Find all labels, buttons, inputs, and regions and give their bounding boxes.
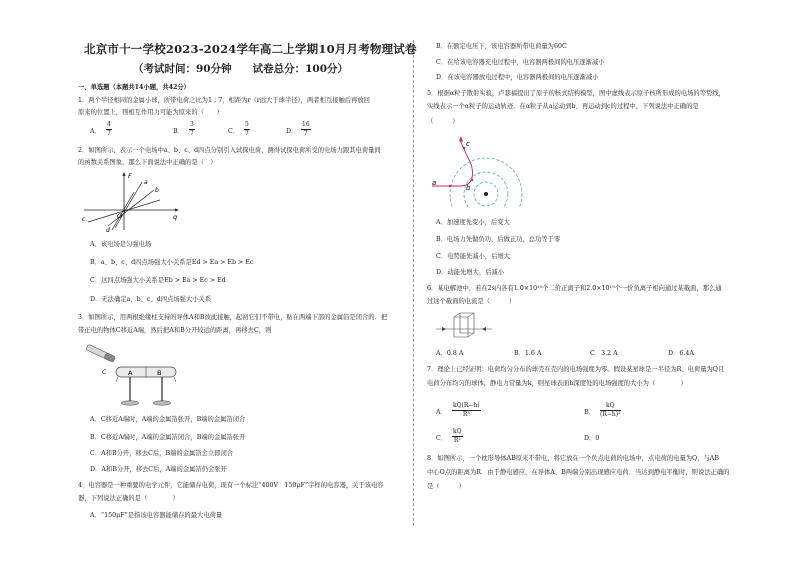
q7-option-c-label: C． [436, 435, 448, 442]
q5-line2: 实线表示一个α粒子的运动轨迹．在α粒子从a运动到b、再运动到c的过程中，下列说法中正确的是 [427, 103, 699, 110]
foil-a [116, 377, 118, 382]
edge-3 [468, 333, 474, 337]
q6-line1: 6．某电解池中，若在2s内各有1.0×10¹⁹个二价正离子和2.0×10¹⁹个一价负离子相向通过某截面，那么通 [427, 285, 722, 292]
base-a [121, 401, 139, 405]
label-A: A [128, 369, 133, 377]
q-axis-arrow [175, 209, 179, 212]
edge-1 [454, 313, 460, 317]
q1-option-c-label: C． [228, 128, 240, 135]
label-b: b [466, 184, 471, 192]
q7-option-a-label: A． [436, 409, 447, 416]
label-O: O [117, 212, 123, 220]
q7-option-c-value: $\frac{kQ}{\text{R²}}$ [453, 428, 462, 444]
line-d [112, 192, 134, 230]
q3-line1: 3．如图所示，用两根绝缘柱支持的导体A和B彼此接触，起初它们不带电，贴在两端下部的金属箔是闭合的．把 [78, 314, 388, 321]
right-column [424, 0, 754, 562]
line-a [115, 182, 142, 228]
q3-figure [84, 340, 184, 410]
charged-rod-c [86, 344, 116, 362]
q1-option-a-value: $\frac{4}{7}$ [107, 121, 111, 137]
q1-option-c-value: $\frac{5}{7}$ [245, 121, 249, 137]
q7-option-b-label: B． [584, 409, 595, 416]
q1-line1: 1．两个半径相同的金属小球，所带电荷之比为1∶7，相距为r（r远大于球半径），两者相互接触后再放回 [78, 97, 370, 104]
label-a: a [144, 179, 148, 186]
nucleus [484, 192, 488, 196]
positive-ion-arrow [442, 327, 446, 331]
q6-line2: 过这个截面的电流是（ ） [427, 298, 516, 305]
cross-section-back [460, 313, 474, 333]
q5-line1: 5．根据α粒子散射实验，卢瑟福提出了原子的核式结构模型，图中虚线表示原子核所形成的电场的等势线， [427, 90, 725, 97]
label-c: c [466, 140, 470, 148]
q6-figure [434, 309, 494, 345]
q5-figure [430, 128, 530, 208]
label-B: B [157, 369, 162, 377]
q7-line1: 7．理论上已经证明：电荷均匀分布的球壳在壳内的电场强度为零。假设某星球是一半径为R、电荷量为Q且 [427, 366, 725, 373]
q4-option-a: A．“150μF”是指该电容器能储存的最大电荷量 [90, 512, 223, 519]
label-a: a [432, 179, 437, 187]
q4-line2: 器，下列说法正确的是（ ） [78, 495, 179, 502]
q2-line2: 的函数关系图象，那么下面说法中正确的是（ ） [78, 159, 217, 166]
q3-option-b: B．C移近A端时，A端的金属箔闭合，B端的金属箔张开 [90, 434, 246, 441]
q7-option-d: D．0 [584, 435, 600, 442]
section-heading: 一、单选题（本题共14小题，共42分） [78, 84, 190, 91]
q1-option-b-label: B． [173, 128, 184, 135]
q2-line1: 2．如图所示，表示一个电场中a、b、c、d四点分别引入试探电荷，测得试探电荷所受的电场力跟其电荷量间 [78, 147, 381, 154]
f-axis-arrow [123, 172, 126, 176]
q8-line2: 中心O点的距离为R．由于静电感应，在导体A、B两端分别出现感应电荷．当达到静电平衡时，则说法正确的 [427, 469, 730, 476]
point-b [471, 179, 474, 182]
trajectory-arrow [459, 136, 463, 142]
q6-option-d: D．6.4A [668, 350, 694, 357]
exam-subtitle: （考试时间：90分钟 试卷总分：100分） [133, 63, 349, 75]
q8-line3: 是（ ） [427, 483, 465, 490]
q3-option-c: C．A和B分开，移去C后，B端的金属箔会立即闭合 [90, 450, 234, 457]
label-q: q [173, 213, 178, 221]
q1-line2: 原来的位置上，则相互作用力可能为原来的（ ） [78, 109, 223, 116]
point-a [449, 185, 452, 188]
q4-option-b: B．在额定电压下，该电容器所带电荷量为60C [436, 43, 567, 50]
q2-option-d: D．无法确定a、b、c、d四点场强大小关系 [90, 296, 212, 303]
q1-option-b-value: $\frac{3}{7}$ [190, 121, 194, 137]
label-b: b [155, 187, 159, 194]
q8-line1: 8．如图所示，一个枕形导体AB原来不带电，将它放在一个负点电荷的电场中，点电荷的电量为Q，与AB [427, 455, 719, 462]
cross-section-front [454, 317, 468, 337]
column-divider [413, 40, 414, 526]
edge-2 [468, 313, 474, 317]
q2-option-a: A．该电场是匀强电场 [90, 241, 152, 248]
q7-option-a-value: $\frac{kQ(R-h)}{\text{R³}}$ [453, 402, 480, 418]
point-c [463, 147, 466, 150]
q3-option-d: D．A和B分开，移去C后，A端的金属箔仍会张开 [90, 466, 227, 473]
q1-option-a-label: A． [90, 128, 101, 135]
line-b [108, 190, 154, 226]
label-c: c [82, 216, 86, 223]
negative-ion-arrow [482, 327, 486, 331]
q2-graph [80, 170, 180, 232]
q3-option-a: A．C移近A端时，A端的金属箔张开，B端的金属箔闭合 [90, 416, 246, 423]
label-d: d [106, 227, 110, 232]
q6-option-b: B．1.6 A [514, 350, 542, 357]
q7-line2: 电荷分布均匀的球体，静电力常量为k，则星球表面h深度处的电场强度的大小为（ ） [427, 380, 687, 387]
q5-option-d: D．动能先增大，后减小 [436, 269, 505, 276]
q6-option-a: A．0.8 A [436, 350, 464, 357]
q4-option-d: D．在该电容器放电过程中，电容器两极间的电压逐渐减小 [436, 74, 599, 81]
q5-option-c: C．电势能先减小，后增大 [436, 253, 511, 260]
exam-title: 北京市十一学校2023-2024学年高二上学期10月月考物理试卷 [84, 42, 417, 56]
label-C: C [102, 369, 107, 376]
q2-option-c: C．这四点场强大小关系是Eb > Ea > Ec > Ed [90, 277, 226, 284]
q3-line2: 带正电的物体C移近A端，然后把A和B分开较远的距离，再移去C，则 [78, 327, 272, 334]
q4-line1: 4．电容器是一种重要的电学元件，它能储存电荷，现有一个标注“400V 150μF”字样的电容器，关于该电容 [78, 482, 384, 489]
q6-option-c: C．3.2 A [590, 350, 618, 357]
q4-option-c: C．在给该电容器充电过程中，电容器两极间的电压逐渐减小 [436, 59, 605, 66]
q2-option-b: B．a、b、c、d四点场强大小关系是Ed > Ea > Eb > Ec [90, 259, 254, 266]
q1-option-d-label: D． [286, 128, 298, 135]
q5-option-a: A．加速度先变小，后变大 [436, 219, 510, 226]
q7-option-b-value: $\frac{kQ}{\text{(R−h)²}}$ [600, 402, 621, 418]
equipotential-middle [464, 172, 508, 208]
foil-b [174, 377, 176, 382]
q1-option-d-value: $\frac{16}{7}$ [302, 121, 310, 137]
label-F: F [128, 172, 132, 180]
base-b [153, 401, 171, 405]
equipotential-outer [450, 158, 522, 208]
left-column [78, 0, 417, 562]
q5-option-b: B．电场力先做负功，后做正功，总功等于零 [436, 236, 561, 243]
q5-line3: （ ） [427, 118, 459, 125]
